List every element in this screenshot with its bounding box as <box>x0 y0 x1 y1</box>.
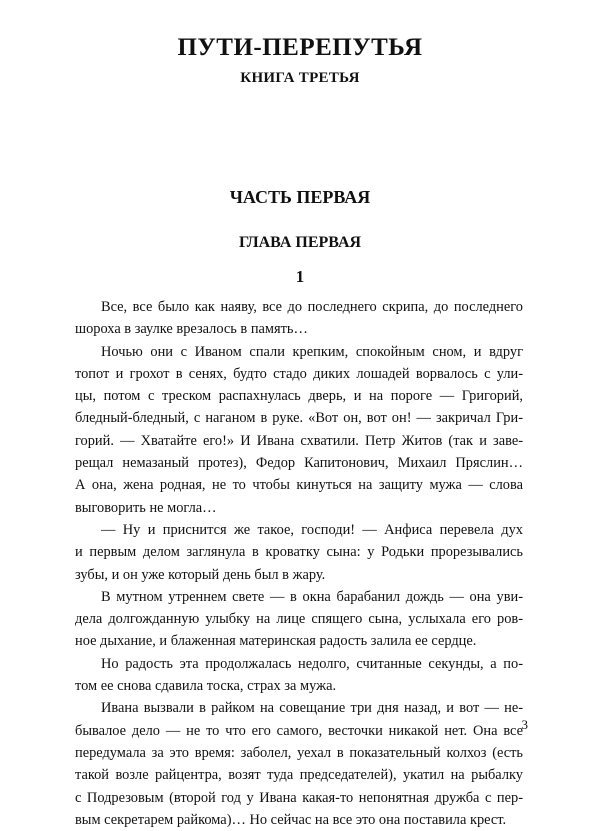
text-line: — Ну и приснится же такое, господи! — Анфиса перевела дух <box>101 521 523 538</box>
paragraph <box>75 653 523 698</box>
text-line: бывалое дело — не то что его самого, весточки никакой нет. Она все <box>75 722 523 739</box>
section-number: 1 <box>295 267 305 286</box>
text-line: цы, потом с треском распахнулась дверь, и на пороге — Григорий, <box>75 388 523 405</box>
part-title: ЧАСТЬ ПЕРВАЯ <box>229 187 371 207</box>
text-line: рещал немазаный протез), Федор Капитонович, Михаил Пряслин… <box>75 455 523 472</box>
text-line: Все, все было как наяву, все до последнего скрипа, до последнего <box>101 299 523 315</box>
text-line: передумала за это время: заболел, уехал в показательный колхоз (есть <box>75 744 523 761</box>
chapter-title: ГЛАВА ПЕРВАЯ <box>238 234 362 251</box>
text-line: вым секретарем райкома)… Но сейчас на все это она поставила крест. <box>75 811 507 828</box>
text-line: дела долгожданную улыбку на лице спящего сына, услыхала его ров- <box>75 611 523 628</box>
paragraph <box>75 586 523 653</box>
text-line: такой возле райцентра, возят туда председателей), укатил на рыбалку <box>75 767 523 784</box>
paragraph <box>75 341 523 519</box>
text-line: Но радость эта продолжалась недолго, считанные секунды, а по- <box>101 655 523 672</box>
text-line: и первым делом заглянула в кроватку сына: у Родьки прорезывались <box>75 544 523 561</box>
text-line: В мутном утреннем свете — в окна барабанил дождь — она уви- <box>101 588 523 605</box>
text-line: Ивана вызвали в райком на совещание три дня назад, и вот — не- <box>101 700 523 717</box>
body-text <box>75 296 523 831</box>
page-number: 3 <box>521 717 528 732</box>
paragraph <box>75 519 523 586</box>
text-line: шороха в заулке врезалось в память… <box>75 321 308 338</box>
text-line: горий. — Хватайте его!» И Ивана схватили. Петр Житов (так и заве- <box>75 432 523 449</box>
text-line: Ночью они с Иваном спали крепким, спокойным сном, и вдруг <box>101 343 523 360</box>
text-line: том ее снова сдавила тоска, страх за мужа. <box>75 678 337 695</box>
book-subtitle: КНИГА ТРЕТЬЯ <box>240 70 360 86</box>
text-line: зубы, и он уже который день был в жару. <box>75 566 326 583</box>
book-title: ПУТИ-ПЕРЕПУТЬЯ <box>177 34 423 61</box>
text-line: А она, жена родная, не то чтобы кинуться на защиту мужа — слова <box>75 477 523 494</box>
text-line: бледный-бледный, с наганом в руке. «Вот он, вот он! — закричал Гри- <box>75 410 523 427</box>
text-line: ное дыхание, и блаженная материнская радость залила ее сердце. <box>75 633 477 650</box>
paragraph <box>75 697 523 831</box>
text-line: с Подрезовым (второй год у Ивана какая-то непонятная дружба с пер- <box>75 789 523 806</box>
text-line: выговорить не могла… <box>75 499 217 516</box>
paragraph <box>75 296 523 341</box>
text-line: топот и грохот в сенях, будто стадо диких лошадей ворвалось с ули- <box>75 365 523 382</box>
